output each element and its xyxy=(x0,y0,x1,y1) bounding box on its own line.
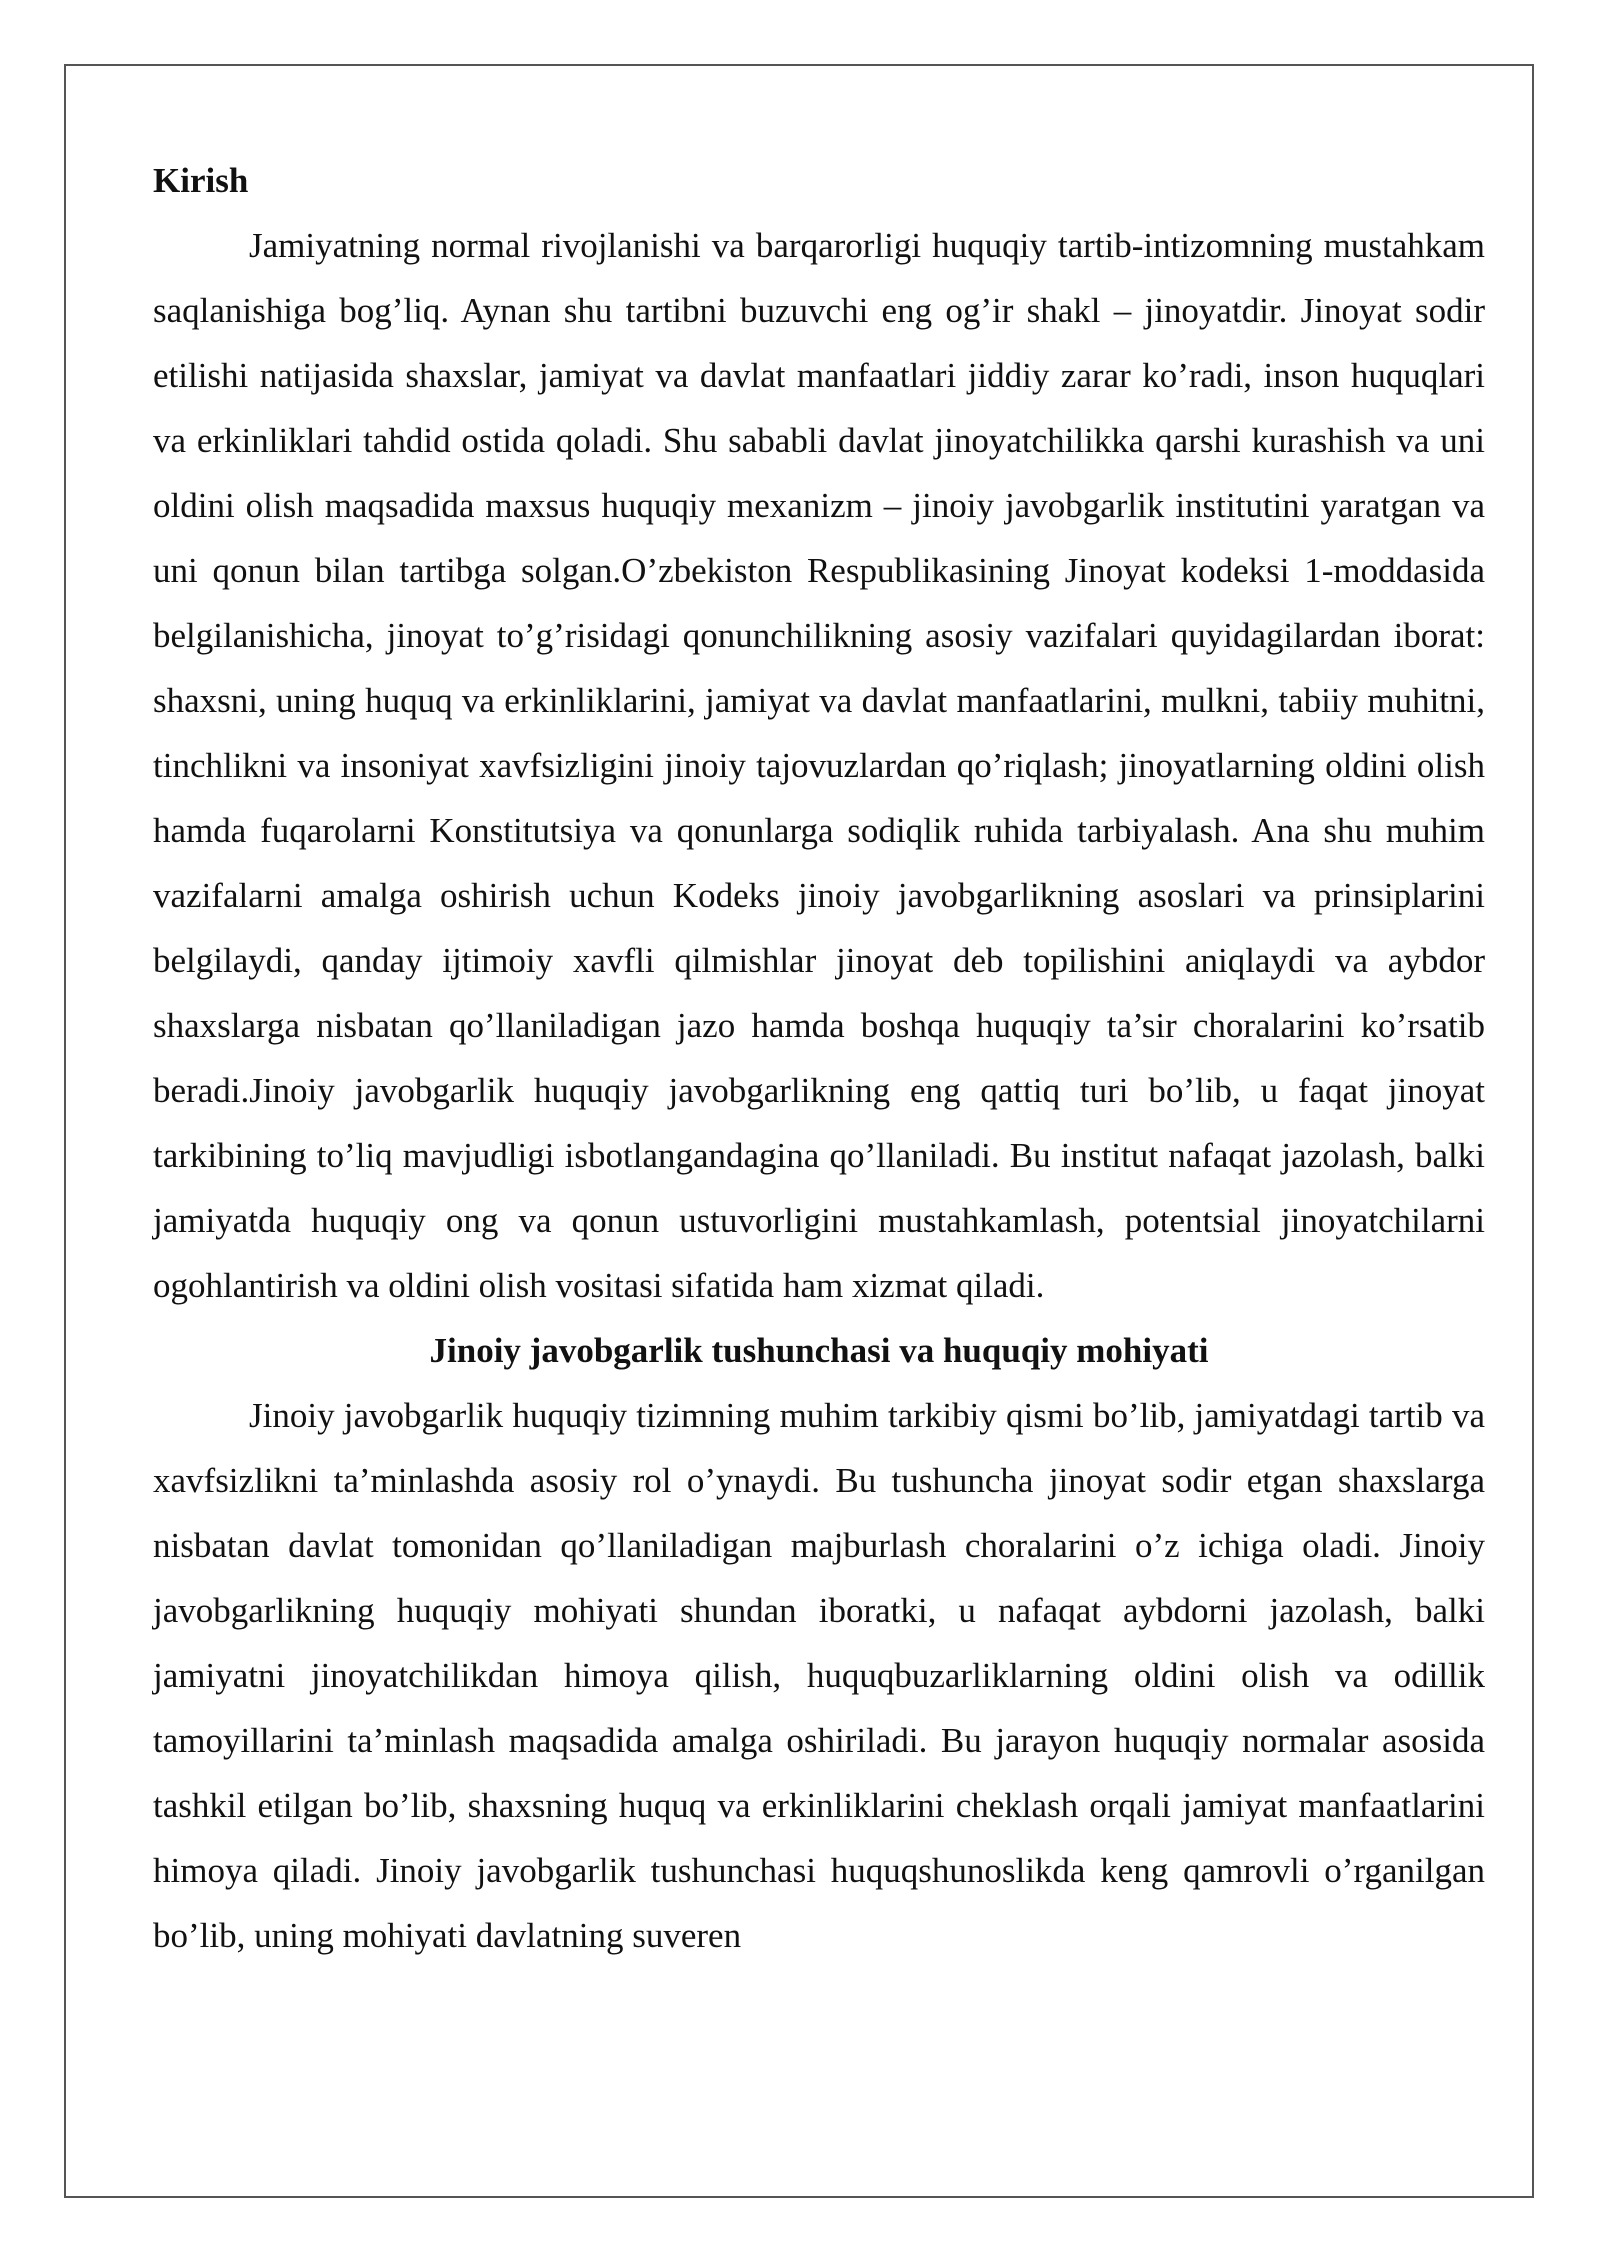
intro-heading: Kirish xyxy=(153,161,249,200)
document-body xyxy=(153,148,1485,1968)
intro-paragraph: Jamiyatning normal rivojlanishi va barqarorligi huquqiy tartib-intizomning mustahkam saqlanishiga bog’liq. Aynan shu tartibni buzuvchi eng og’ir shakl – jinoyatdir. Jinoyat sodir etilishi natijasida shaxslar, jamiyat va davlat manfaatlari jiddiy zarar ko’radi, inson huquqlari va erkinliklari tahdid ostida qoladi. Shu sababli davlat jinoyatchilikka qarshi kurashish va uni oldini olish maqsadida maxsus huquqiy mexanizm – jinoiy javobgarlik institutini yaratgan va uni qonun bilan tartibga solgan.O’zbekiston Respublikasining Jinoyat kodeksi 1-moddasida belgilanishicha, jinoyat to’g’risidagi qonunchilikning asosiy vazifalari quyidagilardan iborat: shaxsni, uning huquq va erkinliklarini, jamiyat va davlat manfaatlarini, mulkni, tabiiy muhitni, tinchlikni va insoniyat xavfsizligini jinoiy tajovuzlardan qo’riqlash; jinoyatlarning oldini olish hamda fuqarolarni Konstitutsiya va qonunlarga sodiqlik ruhida tarbiyalash. Ana shu muhim vazifalarni amalga oshirish uchun Kodeks jinoiy javobgarlikning asoslari va prinsiplarini belgilaydi, qanday ijtimoiy xavfli qilmishlar jinoyat deb topilishini aniqlaydi va aybdor shaxslarga nisbatan qo’llaniladigan jazo hamda boshqa huquqiy ta’sir choralarini ko’rsatib beradi.Jinoiy javobgarlik huquqiy javobgarlikning eng qattiq turi bo’lib, u faqat jinoyat tarkibining to’liq mavjudligi isbotlangandagina qo’llaniladi. Bu institut nafaqat jazolash, balki jamiyatda huquqiy ong va qonun ustuvorligini mustahkamlash, potentsial jinoyatchilarni ogohlantirish va oldini olish vositasi sifatida ham xizmat qiladi. xyxy=(153,226,1485,1305)
section-paragraph: Jinoiy javobgarlik huquqiy tizimning muhim tarkibiy qismi bo’lib, jamiyatdagi tartib va xavfsizlikni ta’minlashda asosiy rol o’ynaydi. Bu tushuncha jinoyat sodir etgan shaxslarga nisbatan davlat tomonidan qo’llaniladigan majburlash choralarini o’z ichiga oladi. Jinoiy javobgarlikning huquqiy mohiyati shundan iboratki, u nafaqat aybdorni jazolash, balki jamiyatni jinoyatchilikdan himoya qilish, huquqbuzarliklarning oldini olish va odillik tamoyillarini ta’minlash maqsadida amalga oshiriladi. Bu jarayon huquqiy normalar asosida tashkil etilgan bo’lib, shaxsning huquq va erkinliklarini cheklash orqali jamiyat manfaatlarini himoya qiladi. Jinoiy javobgarlik tushunchasi huquqshunoslikda keng qamrovli o’rganilgan bo’lib, uning mohiyati davlatning suveren xyxy=(153,1396,1485,1955)
section-heading: Jinoiy javobgarlik tushunchasi va huquqiy mohiyati xyxy=(429,1331,1209,1370)
